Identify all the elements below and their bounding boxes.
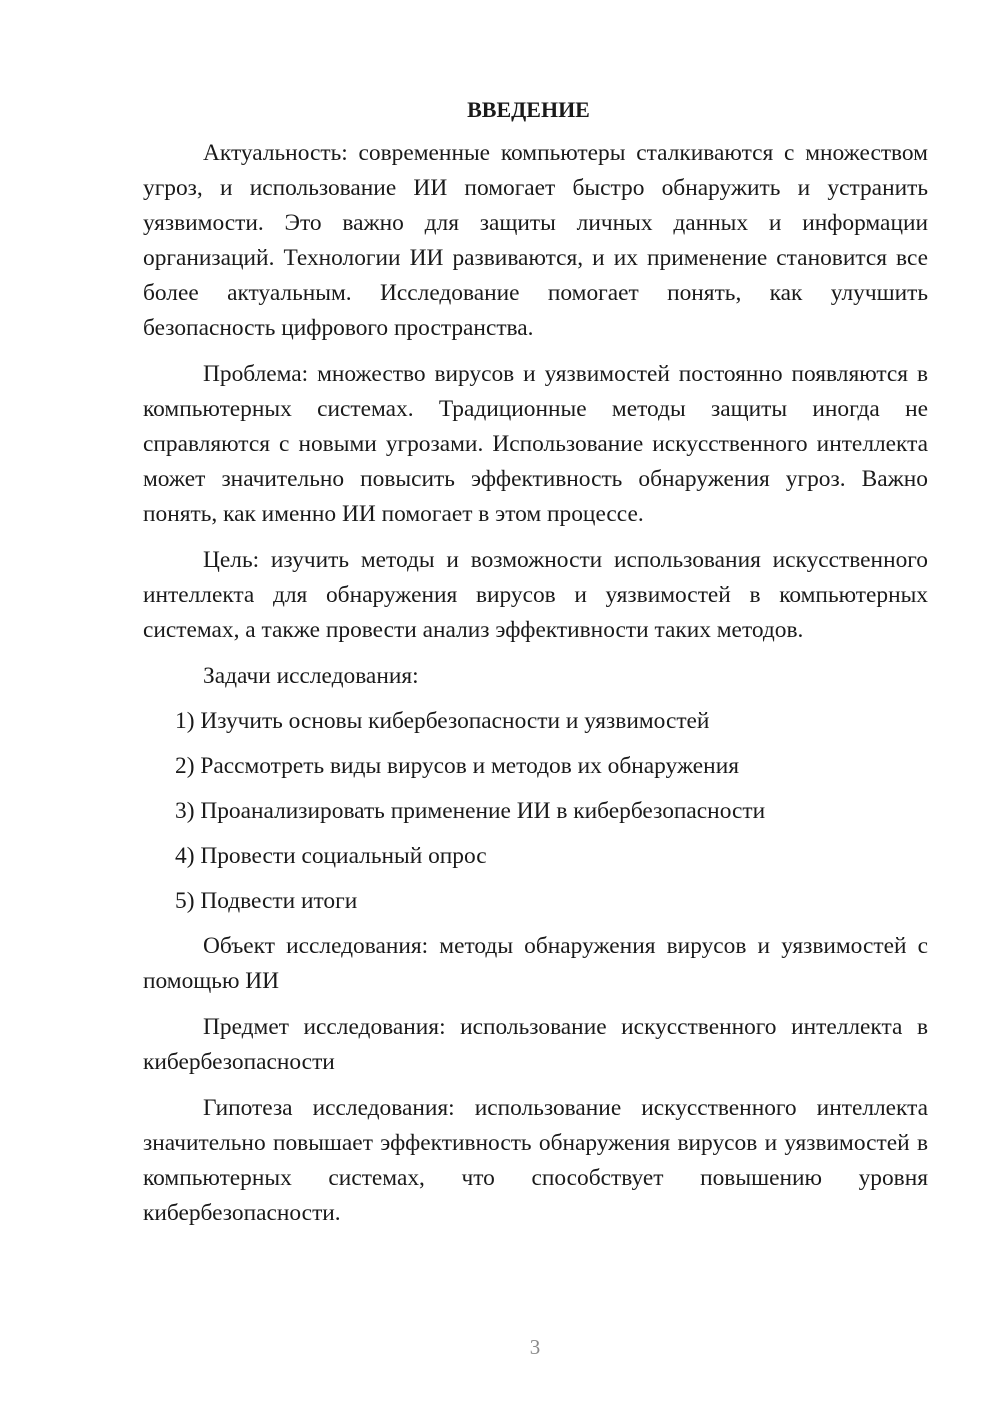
task-item: 1) Изучить основы кибербезопасности и уязвимостей	[175, 708, 710, 734]
goal-paragraph: Цель: изучить методы и возможности использования искусственного интеллекта для обнаружения вирусов и уязвимостей в компьютерных системах, а также провести анализ эффективности таких методов.	[143, 547, 928, 643]
section-heading: ВВЕДЕНИЕ	[467, 97, 590, 122]
task-list	[143, 704, 928, 919]
task-item: 4) Провести социальный опрос	[175, 843, 487, 869]
object-paragraph: Объект исследования: методы обнаружения вирусов и уязвимостей с помощью ИИ	[143, 933, 928, 994]
hypothesis-paragraph: Гипотеза исследования: использование искусственного интеллекта значительно повышает эффективность обнаружения вирусов и уязвимостей в компьютерных системах, что способствует повышению уровня кибербезопасности.	[143, 1095, 928, 1226]
relevance-paragraph: Актуальность: современные компьютеры сталкиваются с множеством угроз, и использование ИИ помогает быстро обнаружить и устранить уязвимости. Это важно для защиты личных данных и информации организаций. Технологии ИИ развиваются, и их применение становится все более актуальным. Исследование помогает понять, как улучшить безопасность цифрового пространства.	[143, 140, 928, 341]
problem-paragraph: Проблема: множество вирусов и уязвимостей постоянно появляются в компьютерных системах. Традиционные методы защиты иногда не справляются с новыми угрозами. Использование искусственного интеллекта может значительно повысить эффективность обнаружения угроз. Важно понять, как именно ИИ помогает в этом процессе.	[143, 361, 928, 527]
page-content	[143, 94, 928, 1242]
subject-paragraph: Предмет исследования: использование искусственного интеллекта в кибербезопасности	[143, 1014, 928, 1075]
task-item: 2) Рассмотреть виды вирусов и методов их обнаружения	[175, 753, 739, 779]
task-item: 3) Проанализировать применение ИИ в кибербезопасности	[175, 798, 766, 824]
page-number: 3	[529, 1335, 541, 1359]
task-item: 5) Подвести итоги	[175, 888, 358, 914]
tasks-title: Задачи исследования:	[203, 663, 419, 689]
